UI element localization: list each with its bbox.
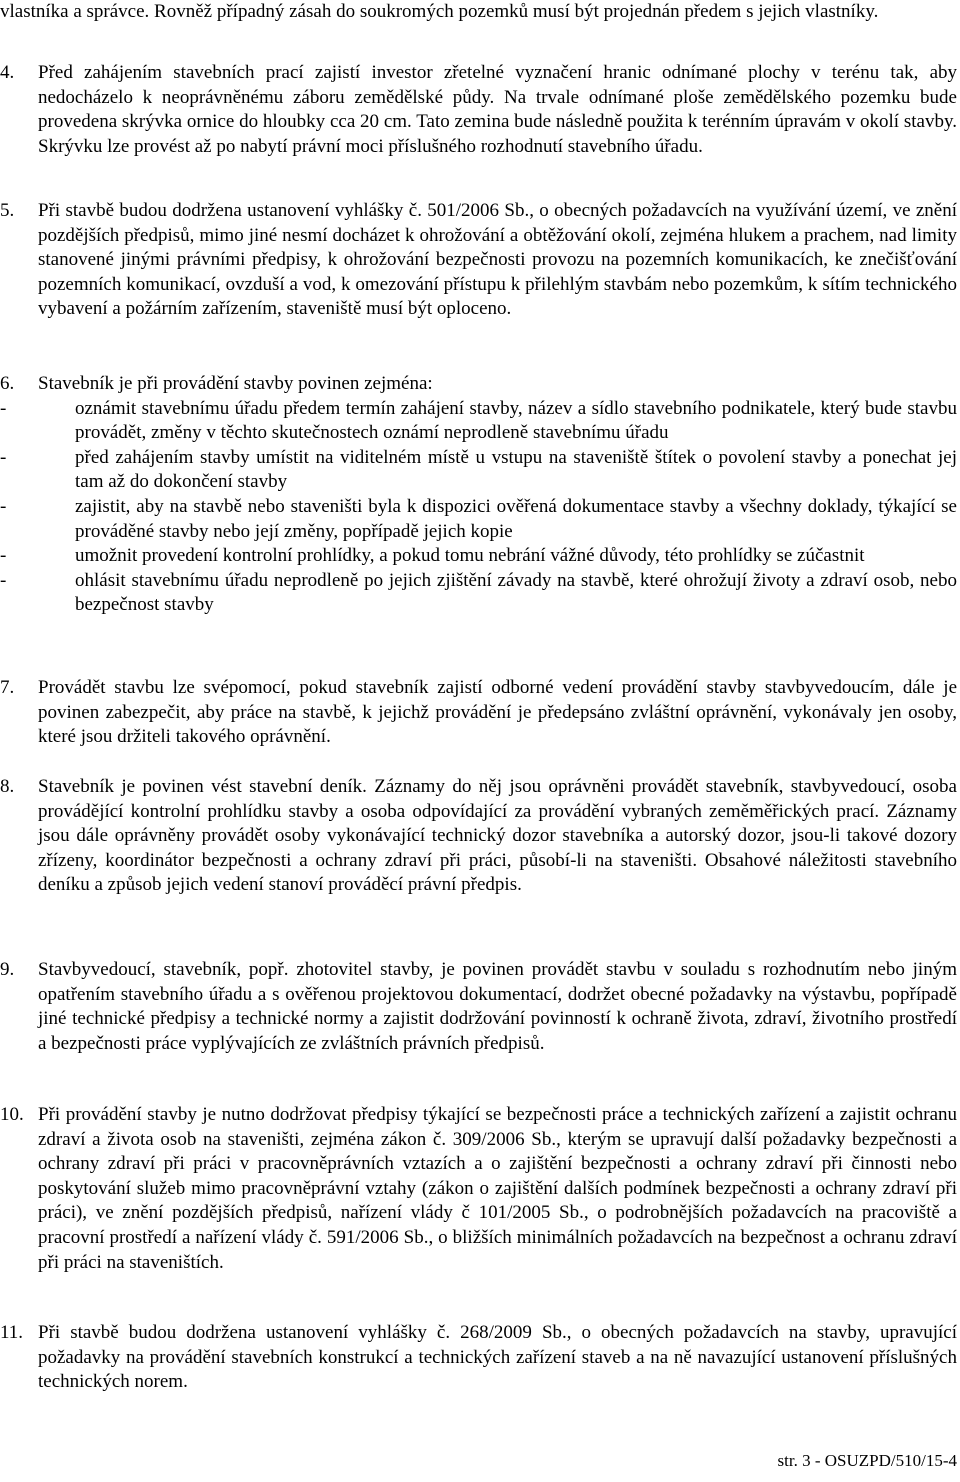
item-text: Při provádění stavby je nutno dodržovat předpisy týkající se bezpečnosti práce a technických zařízení a zajistit ochranu zdraví a života osob na staveništi, zejména zákon č. 309/2006 Sb., kterým se upravují další požadavky bezpečnosti a ochrany zdraví při práci v pracovněprávních vztazích a o zajištění bezpečnosti a ochrany zdraví při činnosti nebo poskytování služeb mimo pracovněprávní vztahy (zákon o zajištění dalších podmínek bezpečnosti a ochrany zdraví při práci), ve znění pozdějších předpisů, nařízení vlády č 101/2005 Sb., o podrobnějších požadavcích na pracoviště a pracovní prostředí a nařízení vlády č. 591/2006 Sb., o bližších minimálních požadavcích na bezpečnost a ochranu zdraví při práci na staveništích. — [38, 1104, 957, 1273]
dash-bullet: - — [0, 545, 7, 567]
list-item — [0, 569, 957, 618]
list-item-text: umožnit provedení kontrolní prohlídky, a pokud tomu nebrání vážné důvody, této prohlídky se zúčastnit — [75, 545, 865, 567]
page-footer: str. 3 - OSUZPD/510/15-4 — [777, 1451, 957, 1470]
obligations-list — [0, 397, 957, 618]
item-11 — [0, 1321, 957, 1395]
item-text: Při stavbě budou dodržena ustanovení vyhlášky č. 268/2009 Sb., o obecných požadavcích na stavby, upravující požadavky na provádění stavebních konstrukcí a technických zařízení staveb a na ně navazující ustanovení příslušných technických norem. — [38, 1322, 957, 1393]
list-item — [0, 397, 957, 446]
list-item-text: před zahájením stavby umístit na viditelném místě u vstupu na staveniště štítek o povolení stavby a ponechat jej tam až do dokončení stavby — [75, 446, 957, 493]
item-number: 6. — [0, 373, 15, 394]
dash-bullet: - — [0, 446, 7, 468]
item-7 — [0, 676, 957, 750]
item-number: 8. — [0, 776, 15, 797]
list-item — [0, 495, 957, 544]
dash-bullet: - — [0, 495, 7, 517]
dash-bullet: - — [0, 397, 7, 419]
item-number: 10. — [0, 1104, 24, 1125]
item-9 — [0, 958, 957, 1056]
list-item-text: zajistit, aby na stavbě nebo staveništi byla k dispozici ověřená dokumentace stavby a všechny doklady, týkající se prováděné stavby nebo její změny, popřípadě jejich kopie — [75, 495, 957, 542]
item-5 — [0, 199, 957, 322]
item-text: Provádět stavbu lze svépomocí, pokud stavebník zajistí odborné vedení provádění stavby stavbyvedoucím, dále je povinen zabezpečit, aby práce na stavbě, k jejichž provádění je předepsáno zvláštní oprávnění, vykonávaly jen osoby, které jsou držiteli takového oprávnění. — [38, 677, 957, 748]
item-text: Stavebník je při provádění stavby povinen zejména: — [38, 373, 433, 394]
item-number: 9. — [0, 959, 15, 980]
item-6 — [0, 372, 957, 618]
item-number: 11. — [0, 1322, 24, 1343]
item-text: Při stavbě budou dodržena ustanovení vyhlášky č. 501/2006 Sb., o obecných požadavcích na využívání území, ve znění pozdějších předpisů, mimo jiné nesmí docházet k ohrožování a obtěžování okolí, zejména hlukem a prachem, nad limity stanovené jinými právními předpisy, k ohrožování bezpečnosti provozu na pozemních komunikacích, ke znečišťování pozemních komunikací, ovzduší a vod, k omezování přístupu k přilehlým stavbám nebo pozemkům, k sítím technického vybavení a požárním zařízením, staveniště musí být oploceno. — [38, 200, 957, 320]
item-10 — [0, 1103, 957, 1275]
item-4 — [0, 61, 957, 159]
item-text: Stavebník je povinen vést stavební deník. Záznamy do něj jsou oprávněni provádět stavebník, stavbyvedoucí, osoba provádějící kontrolní prohlídku stavby a osoba odpovídající za provádění vybraných zeměměřických prací. Záznamy jsou dále oprávněny provádět osoby vykonávající technický dozor stavebníka a autorský dozor, jsou-li takové dozory zřízeny, koordinátor bezpečnosti a ochrany zdraví při práci, působí-li na staveništi. Obsahové náležitosti stavebního deníku a způsob jejich vedení stanoví prováděcí právní předpis. — [38, 776, 957, 896]
item-text: Před zahájením stavebních prací zajistí investor zřetelné vyznačení hranic odnímané plochy v terénu tak, aby nedocházelo k neoprávněnému záboru zemědělské půdy. Na trvale odnímané ploše zemědělského pozemku bude provedena skrývka ornice do hloubky cca 20 cm. Tato zemina bude následně použita k terénním úpravám v okolí stavby. Skrývku lze provést až po nabytí právní moci příslušného rozhodnutí stavebního úřadu. — [38, 62, 957, 157]
list-item — [0, 446, 957, 495]
list-item-text: ohlásit stavebnímu úřadu neprodleně po jejich zjištění závady na stavbě, které ohrožují životy a zdraví osob, nebo bezpečnost stavby — [75, 569, 957, 616]
item-number: 5. — [0, 200, 15, 221]
dash-bullet: - — [0, 569, 7, 591]
item-number: 7. — [0, 677, 15, 698]
item-text: Stavbyvedoucí, stavebník, popř. zhotovitel stavby, je povinen provádět stavbu v souladu s rozhodnutím nebo jiným opatřením stavebního úřadu a s ověřenou projektovou dokumentací, dodržet obecné požadavky na výstavbu, popřípadě jiné technické předpisy a technické normy a zajistit dodržování povinností k ochraně života, zdraví, životního prostředí a bezpečnosti práce vyplývajících ze zvláštních právních předpisů. — [38, 959, 957, 1054]
list-item — [0, 544, 957, 569]
lead-paragraph: vlastníka a správce. Rovněž případný zásah do soukromých pozemků musí být projednán předem s jejich vlastníky. — [0, 1, 879, 22]
list-item-text: oznámit stavebnímu úřadu předem termín zahájení stavby, název a sídlo stavebního podnikatele, který bude stavbu provádět, změny v těchto skutečnostech oznámí neprodleně stavebnímu úřadu — [75, 397, 957, 444]
item-8 — [0, 775, 957, 898]
item-number: 4. — [0, 62, 15, 83]
